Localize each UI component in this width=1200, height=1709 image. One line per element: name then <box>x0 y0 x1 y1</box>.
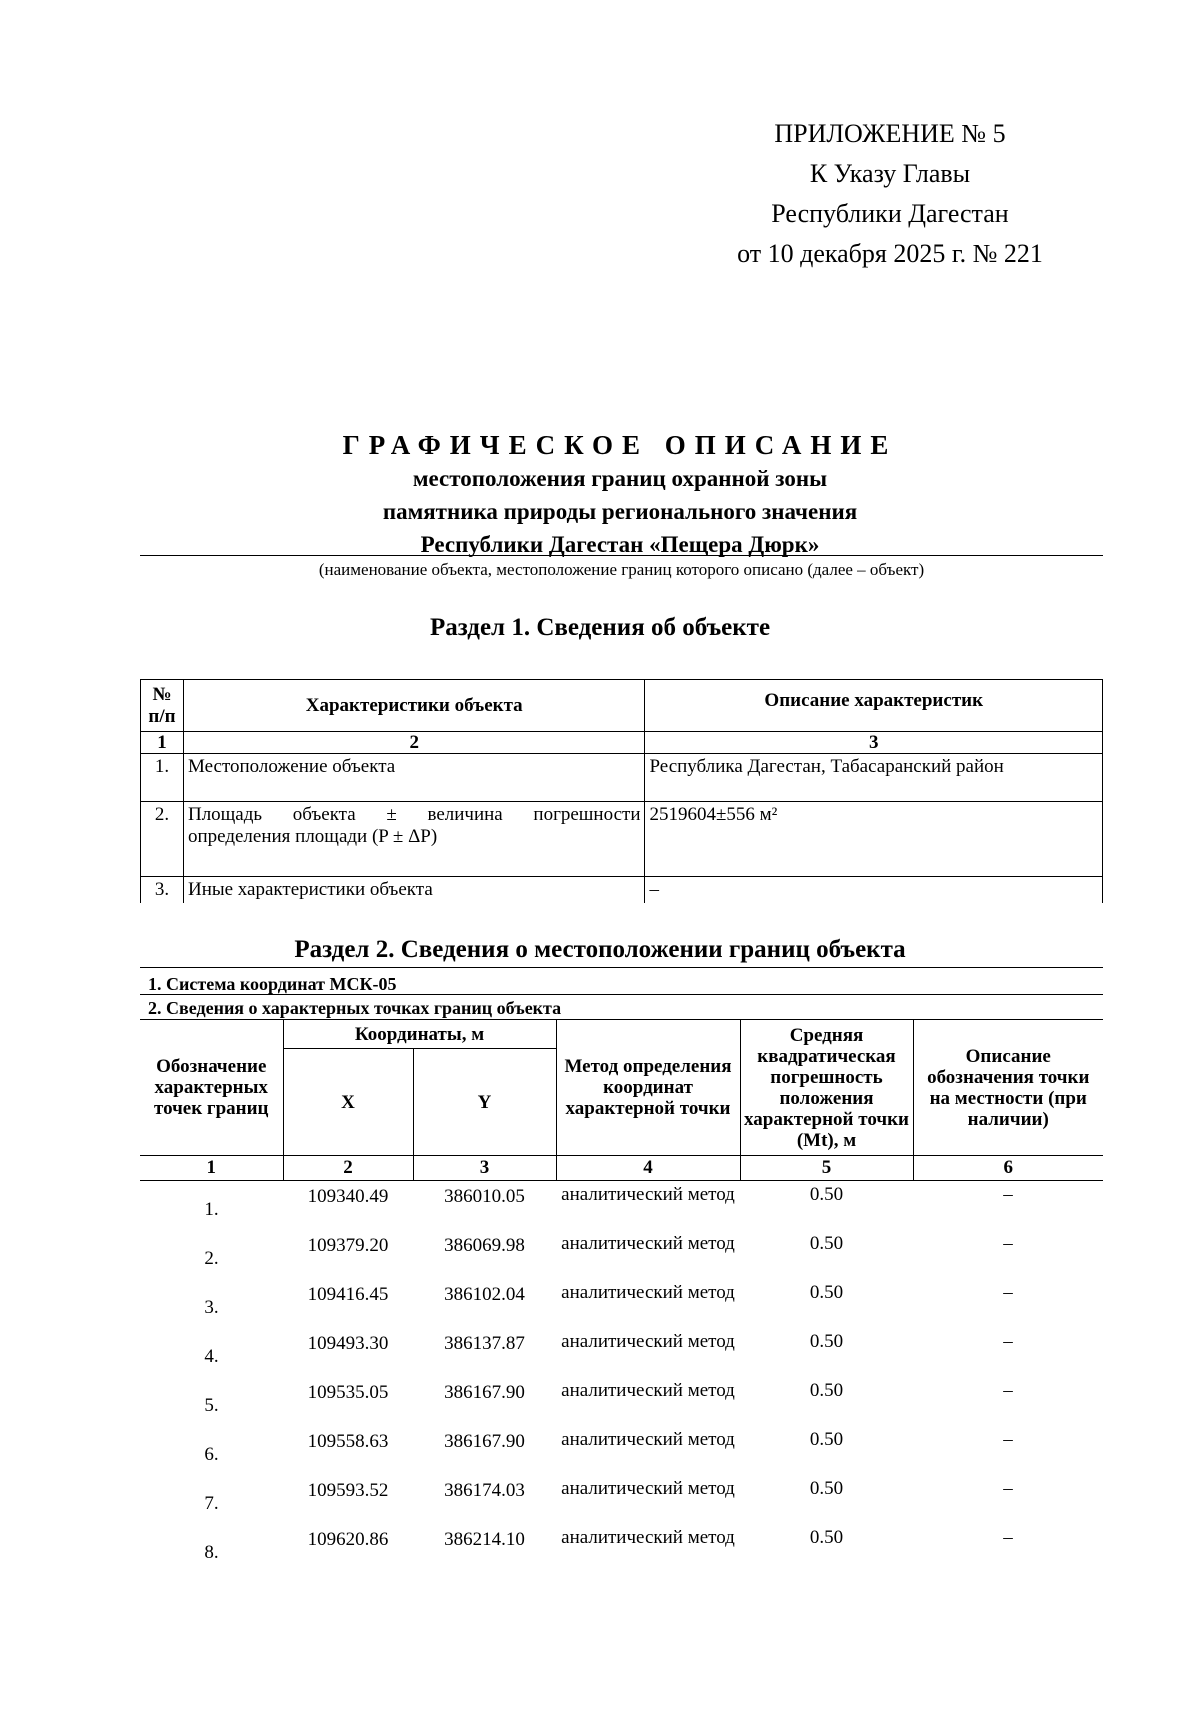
point-y: 386102.04 <box>444 1283 525 1305</box>
header-description: Описание характеристик <box>645 680 1103 732</box>
point-number: 8. <box>204 1542 219 1563</box>
point-method: аналитический метод <box>561 1526 735 1548</box>
row-characteristic: Местоположение объекта <box>183 754 645 802</box>
table-row <box>140 1377 1103 1426</box>
point-method: аналитический метод <box>561 1184 735 1205</box>
annex-date: от 10 декабря 2025 г. № 221 <box>737 239 1043 268</box>
annex-number: ПРИЛОЖЕНИЕ № 5 <box>774 119 1006 148</box>
annex-decree: К Указу Главы <box>809 159 971 188</box>
document-title <box>140 428 1100 561</box>
row-description: 2519604±556 м² <box>645 802 1103 877</box>
point-mt: 0.50 <box>809 1379 844 1401</box>
point-method: аналитический метод <box>561 1477 735 1499</box>
point-method: аналитический метод <box>561 1281 735 1303</box>
index-cell: 3 <box>645 732 1103 754</box>
header-y: Y <box>413 1049 556 1156</box>
point-mt: 0.50 <box>809 1232 844 1254</box>
point-description: – <box>1003 1330 1013 1352</box>
index-cell: 1 <box>140 1156 283 1181</box>
point-y: 386010.05 <box>444 1186 525 1207</box>
title-caption: (наименование объекта, местоположение границ которого описано (далее – объект) <box>318 560 925 579</box>
divider <box>140 994 1103 995</box>
index-cell: 2 <box>283 1156 413 1181</box>
index-cell: 3 <box>413 1156 556 1181</box>
divider <box>140 967 1103 968</box>
point-x: 109340.49 <box>307 1186 389 1207</box>
point-number: 6. <box>204 1444 219 1465</box>
point-number: 2. <box>204 1248 219 1269</box>
title-main: ГРАФИЧЕСКОЕ ОПИСАНИЕ <box>342 430 898 460</box>
point-description: – <box>1003 1281 1013 1303</box>
title-line-4: Республики Дагестан «Пещера Дюрк» <box>420 532 820 557</box>
row-characteristic: Площадь объекта ± величина погрешности определения площади (P ± ΔP) <box>183 802 645 877</box>
title-line-2: местоположения границ охранной зоны <box>412 466 828 491</box>
point-number: 7. <box>204 1493 219 1514</box>
point-x: 109416.45 <box>307 1283 389 1305</box>
point-mt: 0.50 <box>809 1477 844 1499</box>
table-header-row <box>140 1020 1103 1049</box>
index-cell: 6 <box>913 1156 1103 1181</box>
table-header-row <box>141 680 1103 732</box>
title-underline <box>140 555 1103 556</box>
point-method: аналитический метод <box>561 1232 735 1254</box>
table-row <box>140 1328 1103 1377</box>
table-row <box>140 1230 1103 1279</box>
point-number: 1. <box>204 1199 219 1221</box>
point-y: 386167.90 <box>444 1430 525 1452</box>
point-description: – <box>1003 1428 1013 1450</box>
point-description: – <box>1003 1379 1013 1401</box>
point-description: – <box>1003 1184 1013 1205</box>
index-cell: 5 <box>740 1156 913 1181</box>
section-1-heading: Раздел 1. Сведения об объекте <box>429 614 771 641</box>
index-cell: 1 <box>141 732 184 754</box>
row-characteristic: Иные характеристики объекта <box>183 877 645 904</box>
row-number: 2. <box>141 802 184 877</box>
point-mt: 0.50 <box>809 1428 844 1450</box>
annex-block <box>700 114 1080 274</box>
row-number: 1. <box>141 754 184 802</box>
header-error: Средняя квадратическая погрешность положения характерной точки (Mt), м <box>740 1020 913 1156</box>
boundary-points-table <box>140 1019 1103 1573</box>
point-description: – <box>1003 1526 1013 1548</box>
table-row <box>141 877 1103 904</box>
header-num: № п/п <box>141 680 184 732</box>
point-description: – <box>1003 1232 1013 1254</box>
table-row <box>141 802 1103 877</box>
point-mt: 0.50 <box>809 1330 844 1352</box>
coordinate-system: 1. Система координат МСК-05 <box>148 974 397 994</box>
point-x: 109493.30 <box>307 1332 389 1354</box>
point-method: аналитический метод <box>561 1428 735 1450</box>
point-x: 109620.86 <box>307 1528 389 1550</box>
index-cell: 2 <box>183 732 645 754</box>
header-characteristics: Характеристики объекта <box>183 680 645 732</box>
point-mt: 0.50 <box>809 1281 844 1303</box>
title-line-3: памятника природы регионального значения <box>382 499 858 524</box>
point-description: – <box>1003 1477 1013 1499</box>
table-index-row <box>140 1156 1103 1181</box>
point-y: 386069.98 <box>444 1234 525 1256</box>
point-method: аналитический метод <box>561 1330 735 1352</box>
table-row <box>140 1181 1103 1230</box>
row-description: – <box>645 877 1103 904</box>
object-info-table <box>140 679 1103 903</box>
point-x: 109379.20 <box>307 1234 389 1256</box>
point-number: 5. <box>204 1395 219 1416</box>
index-cell: 4 <box>556 1156 740 1181</box>
table-row <box>140 1279 1103 1328</box>
row-number: 3. <box>141 877 184 904</box>
point-method: аналитический метод <box>561 1379 735 1401</box>
table-row <box>140 1426 1103 1475</box>
table-index-row <box>141 732 1103 754</box>
point-number: 3. <box>204 1297 219 1318</box>
point-y: 386167.90 <box>444 1381 525 1403</box>
header-x: X <box>283 1049 413 1156</box>
point-y: 386214.10 <box>444 1528 525 1550</box>
annex-republic: Республики Дагестан <box>771 199 1009 228</box>
header-coordinates: Координаты, м <box>283 1020 556 1049</box>
header-designation: Обозначение характерных точек границ <box>140 1020 283 1156</box>
point-x: 109593.52 <box>307 1479 389 1501</box>
point-y: 386174.03 <box>444 1479 525 1501</box>
points-info-heading: 2. Сведения о характерных точках границ объекта <box>148 998 562 1018</box>
table-row <box>141 754 1103 802</box>
point-y: 386137.87 <box>444 1332 525 1354</box>
point-mt: 0.50 <box>809 1184 844 1205</box>
point-mt: 0.50 <box>809 1526 844 1548</box>
header-method: Метод определения координат характерной точки <box>556 1020 740 1156</box>
point-x: 109535.05 <box>307 1381 389 1403</box>
point-number: 4. <box>204 1346 219 1367</box>
header-point-description: Описание обозначения точки на местности (при наличии) <box>913 1020 1103 1156</box>
table-row <box>140 1524 1103 1573</box>
section-2-heading: Раздел 2. Сведения о местоположении границ объекта <box>294 936 906 963</box>
table-row <box>140 1475 1103 1524</box>
point-x: 109558.63 <box>307 1430 389 1452</box>
row-description: Республика Дагестан, Табасаранский район <box>645 754 1103 802</box>
